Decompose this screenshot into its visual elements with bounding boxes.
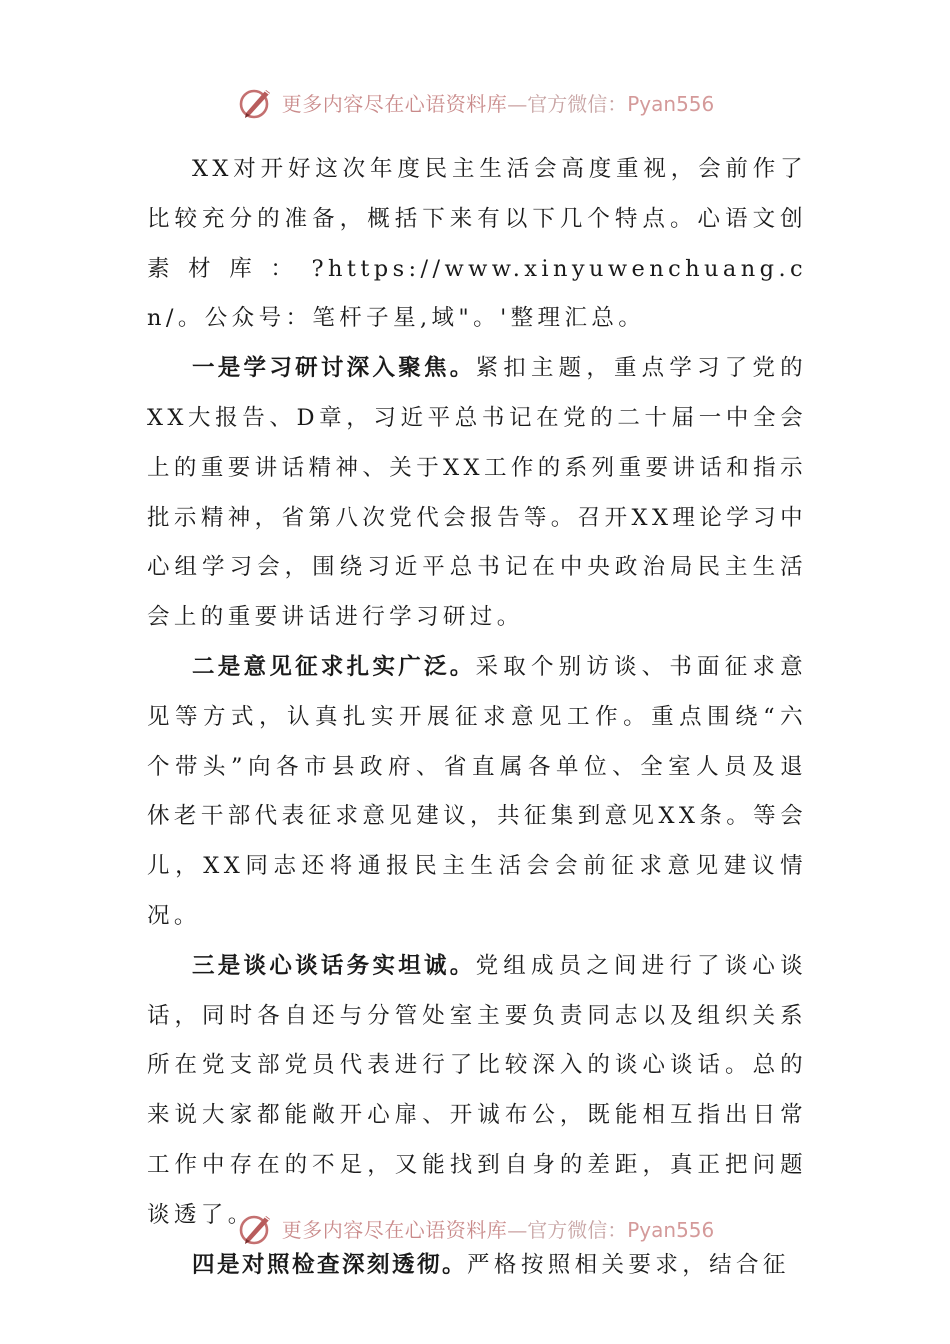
document-body [147,145,807,1290]
paragraph-text: 采取个别访谈、书面征求意见等方式，认真扎实开展征求意见工作。重点围绕“六个带头”向各市县政府、省直属各单位、全室人员及退休老干部代表征求意见建议，共征集到意见XX条。等会儿，XX同志还将通报民主生活会会前征求意见建议情况。 [147,653,807,929]
paragraph-point-2 [147,643,807,942]
watermark-site-name: 更多内容尽在心语资料库 [281,1217,508,1242]
paragraph-point-3 [147,942,807,1241]
paragraph-text: 严格按照相关要求，结合征 [467,1251,790,1278]
paragraph-text: XX对开好这次年度民主生活会高度重视，会前作了比较充分的准备，概括下来有以下几个特点。心语文创素材库：?https://www.xinyuwenchuang.cn/。公众号：笔杆子星,域"。'整理汇总。 [147,156,807,332]
watermark-dash: — [507,1217,528,1242]
watermark-text [282,1214,715,1243]
watermark-site-name: 更多内容尽在心语资料库 [281,91,508,116]
paragraph-point-1 [147,344,807,643]
paragraph-point-4 [147,1241,807,1291]
paragraph-lead: 四是对照检查深刻透彻。 [192,1251,468,1278]
watermark-official-label: 官方微信： [527,91,628,116]
paragraph-text: 党组成员之间进行了谈心谈话，同时各自还与分管处室主要负责同志以及组织关系所在党支部党员代表进行了比较深入的谈心谈话。总的来说大家都能敞开心扉、开诚布公，既能相互指出日常工作中存在的不足，又能找到自身的差距，真正把问题谈透了。 [147,952,807,1228]
watermark-wechat-id: Pyan556 [627,91,715,116]
paragraph-intro [147,145,807,344]
paragraph-lead: 二是意见征求扎实广泛。 [192,653,476,680]
watermark-text [282,88,715,117]
watermark-official-label: 官方微信： [527,1217,628,1242]
watermark-dash: — [507,91,528,116]
pen-in-circle-logo-icon [236,1208,276,1248]
footer-watermark [0,1208,950,1248]
paragraph-text: 紧扣主题，重点学习了党的XX大报告、D章，习近平总书记在党的二十届一中全会上的重要讲话精神、关于XX工作的系列重要讲话和指示批示精神，省第八次党代会报告等。召开XX理论学习中心组学习会，围绕习近平总书记在中央政治局民主生活会上的重要讲话进行学习研过。 [147,355,807,631]
watermark-wechat-id: Pyan556 [627,1217,715,1242]
header-watermark [0,82,950,122]
pen-in-circle-logo-icon [236,82,276,122]
paragraph-lead: 三是谈心谈话务实坦诚。 [192,952,476,979]
paragraph-lead: 一是学习研讨深入聚焦。 [192,355,476,382]
